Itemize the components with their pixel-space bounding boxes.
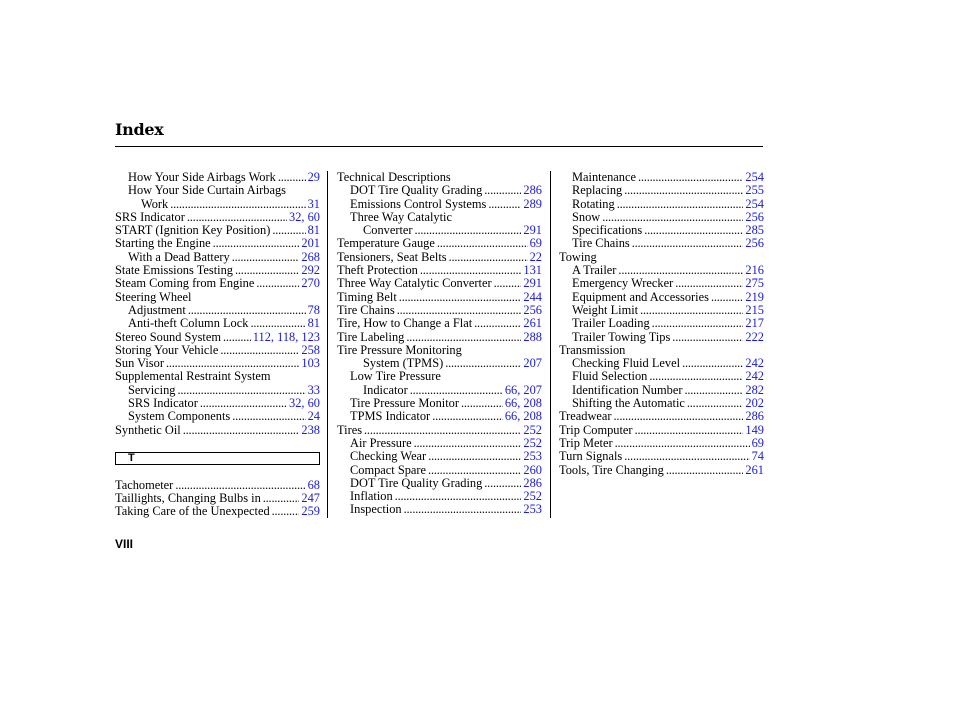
dot-leader: [183, 424, 300, 437]
index-entry: [337, 277, 542, 290]
index-entry: [115, 224, 320, 237]
entry-label: A Trailer: [572, 263, 617, 278]
index-entry: [559, 357, 764, 370]
index-entry: [337, 370, 542, 383]
entry-label: Identification Number: [572, 382, 683, 397]
index-entry: [115, 357, 320, 370]
entry-label: Three Way Catalytic Converter: [337, 276, 492, 291]
dot-leader: [170, 198, 305, 211]
index-entry: [337, 464, 542, 477]
dot-leader: [484, 184, 521, 197]
page-reference-link[interactable]: 261: [523, 316, 542, 331]
entry-label: Fluid Selection: [572, 369, 648, 384]
entry-label: Anti-theft Column Lock: [128, 316, 249, 331]
page-title: Index: [115, 120, 164, 139]
dot-leader: [223, 331, 251, 344]
page-reference-link[interactable]: 259: [301, 504, 320, 519]
spacer: [115, 437, 320, 450]
index-entry: [337, 490, 542, 503]
entry-label: Tachometer: [115, 477, 174, 492]
entry-label: Equipment and Accessories: [572, 289, 709, 304]
page-reference-link[interactable]: 74: [751, 449, 764, 464]
entry-label: SRS Indicator: [128, 396, 198, 411]
dot-leader: [672, 331, 743, 344]
entry-label: With a Dead Battery: [128, 249, 230, 264]
page-reference-link[interactable]: 131: [523, 263, 542, 278]
page-reference-link[interactable]: 222: [745, 329, 764, 344]
page-reference-link[interactable]: 256: [745, 236, 764, 251]
page-reference-link[interactable]: 31: [307, 196, 320, 211]
dot-leader: [232, 410, 305, 423]
dot-leader: [602, 211, 743, 224]
page-reference-link[interactable]: 69: [529, 236, 542, 251]
page-reference-link[interactable]: 291: [523, 223, 542, 238]
page-reference-link[interactable]: 112, 118, 123: [252, 329, 320, 344]
dot-leader: [635, 424, 744, 437]
dot-leader: [675, 277, 743, 290]
index-entry: [337, 264, 542, 277]
entry-label: Snow: [572, 209, 601, 224]
page-reference-link[interactable]: 253: [523, 449, 542, 464]
dot-leader: [617, 198, 744, 211]
index-entry: [115, 237, 320, 250]
entry-label: Turn Signals: [559, 449, 623, 464]
entry-label: TPMS Indicator: [350, 409, 431, 424]
dot-leader: [235, 264, 299, 277]
entry-label: START (Ignition Key Position): [115, 223, 271, 238]
page-reference-link[interactable]: 68: [307, 477, 320, 492]
entry-label: Temperature Gauge: [337, 236, 435, 251]
dot-leader: [175, 479, 305, 492]
entry-label: Tire Chains: [572, 236, 630, 251]
page-reference-link[interactable]: 219: [745, 289, 764, 304]
page-reference-link[interactable]: 289: [523, 196, 542, 211]
dot-leader: [652, 317, 744, 330]
page-reference-link[interactable]: 32, 60: [289, 396, 320, 411]
index-entry: [115, 397, 320, 410]
index-entry: [559, 198, 764, 211]
dot-leader: [428, 464, 521, 477]
index-entry: [115, 344, 320, 357]
dot-leader: [232, 251, 300, 264]
index-entry: [559, 264, 764, 277]
dot-leader: [250, 317, 305, 330]
index-entry: [337, 397, 542, 410]
index-column-1: [115, 171, 320, 518]
index-entry: [559, 397, 764, 410]
page-reference-link[interactable]: 244: [523, 289, 542, 304]
entry-label: Replacing: [572, 183, 623, 198]
dot-leader: [484, 477, 521, 490]
index-entry: [559, 171, 764, 184]
dot-leader: [188, 304, 306, 317]
index-entry: [115, 304, 320, 317]
page-reference-link[interactable]: 202: [745, 396, 764, 411]
page-reference-link[interactable]: 288: [523, 329, 542, 344]
entry-label: Stereo Sound System: [115, 329, 222, 344]
entry-label: Shifting the Automatic: [572, 396, 685, 411]
index-entry: [337, 237, 542, 250]
dot-leader: [640, 304, 743, 317]
index-entry: [115, 211, 320, 224]
page-reference-link[interactable]: 286: [745, 409, 764, 424]
dot-leader: [432, 410, 503, 423]
page-reference-link[interactable]: 292: [301, 263, 320, 278]
page-reference-link[interactable]: 201: [301, 236, 320, 251]
dot-leader: [364, 424, 521, 437]
spacer: [115, 465, 320, 478]
entry-label: How Your Side Curtain Airbags: [128, 183, 286, 198]
index-entry: [559, 184, 764, 197]
entry-label: Theft Protection: [337, 263, 418, 278]
dot-leader: [397, 304, 522, 317]
entry-label: Towing: [559, 249, 597, 264]
index-entry: [115, 331, 320, 344]
entry-label: Inspection: [350, 502, 402, 517]
page-reference-link[interactable]: 32, 60: [289, 209, 320, 224]
entry-label: Tire, How to Change a Flat: [337, 316, 473, 331]
page-reference-link[interactable]: 81: [307, 223, 320, 238]
page-reference-link[interactable]: 258: [301, 342, 320, 357]
page-reference-link[interactable]: 285: [745, 223, 764, 238]
dot-leader: [638, 171, 743, 184]
index-entry: [559, 317, 764, 330]
entry-label: Taking Care of the Unexpected: [115, 504, 270, 519]
entry-label: Transmission: [559, 342, 626, 357]
dot-leader: [615, 437, 750, 450]
index-entry: [337, 198, 542, 211]
entry-label: Trailer Towing Tips: [572, 329, 671, 344]
dot-leader: [687, 397, 744, 410]
page-reference-link[interactable]: 270: [301, 276, 320, 291]
entry-label: Tire Chains: [337, 302, 395, 317]
index-entry: [337, 171, 542, 184]
entry-label: Tires: [337, 422, 363, 437]
entry-label: Inflation: [350, 489, 393, 504]
index-entry: [559, 424, 764, 437]
entry-label: System Components: [128, 409, 231, 424]
index-entry: [115, 384, 320, 397]
column-divider: [550, 171, 551, 518]
entry-label: Adjustment: [128, 302, 186, 317]
page-reference-link[interactable]: 252: [523, 489, 542, 504]
page-reference-link[interactable]: 66, 208: [504, 396, 542, 411]
dot-leader: [684, 384, 743, 397]
index-entry: [559, 464, 764, 477]
dot-leader: [474, 317, 521, 330]
page-reference-link[interactable]: 24: [307, 409, 320, 424]
page-reference-link[interactable]: 242: [745, 356, 764, 371]
page-reference-link[interactable]: 261: [745, 462, 764, 477]
index-entry: [115, 251, 320, 264]
entry-label: Synthetic Oil: [115, 422, 181, 437]
index-entry: [115, 479, 320, 492]
entry-label: Low Tire Pressure: [350, 369, 441, 384]
page-reference-link[interactable]: 217: [745, 316, 764, 331]
index-entry: [559, 331, 764, 344]
page-reference-link[interactable]: 215: [745, 302, 764, 317]
entry-label: Indicator: [363, 382, 408, 397]
index-entry: [337, 503, 542, 516]
index-entry: [115, 291, 320, 304]
page-reference-link[interactable]: 268: [301, 249, 320, 264]
index-entry: [559, 211, 764, 224]
entry-label: Emergency Wrecker: [572, 276, 674, 291]
page-reference-link[interactable]: 291: [523, 276, 542, 291]
entry-label: Maintenance: [572, 170, 636, 184]
entry-label: Specifications: [572, 223, 643, 238]
dot-leader: [632, 237, 744, 250]
entry-label: Treadwear: [559, 409, 612, 424]
index-entry: [115, 277, 320, 290]
dot-leader: [488, 198, 521, 211]
entry-label: System (TPMS): [363, 356, 444, 371]
column-divider: [327, 171, 328, 518]
index-entry: [115, 317, 320, 330]
section-letter-box: [115, 452, 320, 465]
index-entry: [337, 184, 542, 197]
entry-label: Checking Fluid Level: [572, 356, 681, 371]
page-reference-link[interactable]: 66, 207: [504, 382, 542, 397]
page-reference-link[interactable]: 275: [745, 276, 764, 291]
index-entry: [559, 237, 764, 250]
dot-leader: [449, 251, 528, 264]
dot-leader: [420, 264, 522, 277]
dot-leader: [624, 184, 743, 197]
index-entry: [337, 437, 542, 450]
index-entry: [337, 357, 542, 370]
entry-label: How Your Side Airbags Work: [128, 170, 276, 184]
dot-leader: [682, 357, 743, 370]
page-reference-link[interactable]: 242: [745, 369, 764, 384]
index-entry: [115, 410, 320, 423]
dot-leader: [178, 384, 306, 397]
page-reference-link[interactable]: 286: [523, 183, 542, 198]
index-entry: [559, 370, 764, 383]
entry-label: Trailer Loading: [572, 316, 650, 331]
dot-leader: [614, 410, 744, 423]
page-reference-link[interactable]: 260: [523, 462, 542, 477]
entry-label: SRS Indicator: [115, 209, 185, 224]
entry-label: Three Way Catalytic: [350, 209, 452, 224]
page-reference-link[interactable]: 247: [301, 490, 320, 505]
entry-label: Trip Computer: [559, 422, 633, 437]
page-reference-link[interactable]: 253: [523, 502, 542, 517]
index-entry: [115, 492, 320, 505]
dot-leader: [187, 211, 287, 224]
entry-list-3: [559, 171, 764, 477]
page-reference-link[interactable]: 254: [745, 196, 764, 211]
index-entry: [559, 304, 764, 317]
index-entry: [115, 264, 320, 277]
page-reference-link[interactable]: 103: [301, 356, 320, 371]
entry-label: Supplemental Restraint System: [115, 369, 271, 384]
entry-label: Sun Visor: [115, 356, 164, 371]
index-entry: [559, 277, 764, 290]
dot-leader: [437, 237, 528, 250]
entry-label: Starting the Engine: [115, 236, 211, 251]
page-reference-link[interactable]: 207: [523, 356, 542, 371]
index-entry: [337, 344, 542, 357]
entry-label: Tire Labeling: [337, 329, 405, 344]
entry-label: Storing Your Vehicle: [115, 342, 219, 357]
entry-label: Tire Pressure Monitor: [350, 396, 459, 411]
dot-leader: [624, 450, 749, 463]
entry-label: Timing Belt: [337, 289, 397, 304]
page-reference-link[interactable]: 256: [745, 209, 764, 224]
page-reference-link[interactable]: 286: [523, 475, 542, 490]
entry-label: DOT Tire Quality Grading: [350, 183, 483, 198]
index-entry: [337, 331, 542, 344]
entry-label: Weight Limit: [572, 302, 639, 317]
entry-label: Air Pressure: [350, 435, 412, 450]
entry-label: Tire Pressure Monitoring: [337, 342, 462, 357]
index-entry: [115, 370, 320, 383]
entry-label: Steam Coming from Engine: [115, 276, 255, 291]
dot-leader: [213, 237, 300, 250]
dot-leader: [200, 397, 287, 410]
dot-leader: [410, 384, 503, 397]
index-entry: [559, 224, 764, 237]
entry-label: Compact Spare: [350, 462, 427, 477]
entry-label: State Emissions Testing: [115, 263, 233, 278]
index-entry: [115, 171, 320, 184]
index-entry: [559, 344, 764, 357]
page-reference-link[interactable]: 238: [301, 422, 320, 437]
entry-list-1: [115, 171, 320, 437]
entry-label: Work: [141, 196, 169, 211]
dot-leader: [428, 450, 521, 463]
entry-label: Emissions Control Systems: [350, 196, 487, 211]
page-reference-link[interactable]: 255: [745, 183, 764, 198]
dot-leader: [649, 370, 743, 383]
dot-leader: [272, 505, 300, 518]
page-reference-link[interactable]: 149: [745, 422, 764, 437]
dot-leader: [415, 224, 522, 237]
page-reference-link[interactable]: 66, 208: [504, 409, 542, 424]
index-entry: [337, 317, 542, 330]
index-entry: [337, 424, 542, 437]
page-reference-link[interactable]: 29: [307, 170, 320, 184]
entry-label: DOT Tire Quality Grading: [350, 475, 483, 490]
index-entry: [115, 198, 320, 211]
entry-label: Rotating: [572, 196, 615, 211]
dot-leader: [272, 224, 305, 237]
dot-leader: [399, 291, 522, 304]
entry-label: Checking Wear: [350, 449, 427, 464]
dot-leader: [414, 437, 522, 450]
section-letter: T: [128, 452, 135, 465]
dot-leader: [666, 464, 744, 477]
index-entry: [559, 410, 764, 423]
index-entry: [337, 410, 542, 423]
page-reference-link[interactable]: 252: [523, 435, 542, 450]
index-entry: [337, 211, 542, 224]
index-entry: [337, 224, 542, 237]
index-entry: [115, 505, 320, 518]
dot-leader: [711, 291, 743, 304]
entry-list-2: [337, 171, 542, 517]
entry-label: Tensioners, Seat Belts: [337, 249, 447, 264]
dot-leader: [263, 492, 300, 505]
index-entry: [337, 384, 542, 397]
page-reference-link[interactable]: 282: [745, 382, 764, 397]
index-column-2: [337, 171, 542, 517]
index-entry: [337, 304, 542, 317]
page-reference-link[interactable]: 81: [307, 316, 320, 331]
index-entry: [337, 291, 542, 304]
entry-label: Trip Meter: [559, 435, 613, 450]
title-rule: [115, 146, 763, 147]
dot-leader: [644, 224, 743, 237]
dot-leader: [618, 264, 743, 277]
index-entry: [559, 450, 764, 463]
dot-leader: [256, 277, 299, 290]
dot-leader: [494, 277, 522, 290]
index-entry: [337, 251, 542, 264]
index-entry: [337, 450, 542, 463]
entry-list-1b: [115, 479, 320, 519]
dot-leader: [166, 357, 299, 370]
entry-label: Taillights, Changing Bulbs in: [115, 490, 261, 505]
dot-leader: [445, 357, 521, 370]
page-number: VIII: [115, 537, 134, 551]
page-reference-link[interactable]: 33: [307, 382, 320, 397]
index-entry: [559, 291, 764, 304]
dot-leader: [220, 344, 299, 357]
page-reference-link[interactable]: 252: [523, 422, 542, 437]
entry-label: Servicing: [128, 382, 176, 397]
dot-leader: [404, 503, 522, 516]
entry-label: Technical Descriptions: [337, 170, 451, 184]
page-reference-link[interactable]: 254: [745, 170, 764, 184]
page-reference-link[interactable]: 216: [745, 263, 764, 278]
index-entry: [115, 184, 320, 197]
entry-label: Tools, Tire Changing: [559, 462, 664, 477]
dot-leader: [406, 331, 521, 344]
page-reference-link[interactable]: 69: [751, 435, 764, 450]
page-reference-link[interactable]: 256: [523, 302, 542, 317]
page-reference-link[interactable]: 78: [307, 302, 320, 317]
index-entry: [559, 384, 764, 397]
dot-leader: [461, 397, 503, 410]
dot-leader: [278, 171, 306, 184]
index-column-3: [559, 171, 764, 477]
page-reference-link[interactable]: 22: [529, 249, 542, 264]
entry-label: Steering Wheel: [115, 289, 192, 304]
entry-label: Converter: [363, 223, 413, 238]
index-entry: [559, 251, 764, 264]
index-entry: [115, 424, 320, 437]
index-entry: [337, 477, 542, 490]
dot-leader: [395, 490, 522, 503]
index-entry: [559, 437, 764, 450]
